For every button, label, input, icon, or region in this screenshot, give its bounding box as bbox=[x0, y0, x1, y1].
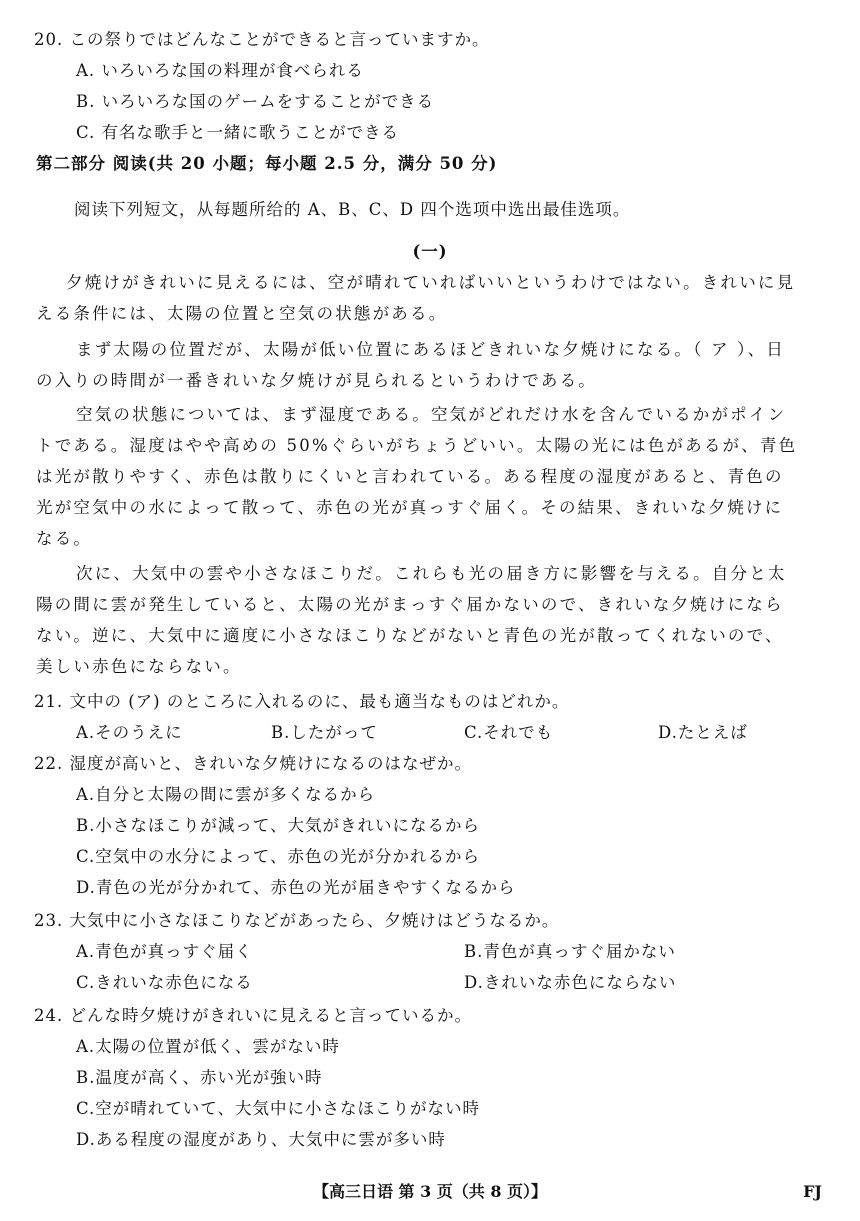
exam-code: FJ bbox=[803, 1182, 822, 1201]
passage-line: トである。湿度はやや高めの 50%ぐらいがちょうどいい。太陽の光には色があるが、青色 bbox=[36, 436, 798, 455]
q23-stem: 23. 大気中に小さなほこりなどがあったら、夕焼けはどうなるか。 bbox=[34, 911, 560, 930]
passage-line: 光が空気中の水によって散って、赤色の光が真っすぐ届く。その結果、きれいな夕焼けに bbox=[36, 498, 784, 517]
q24-option-d: D.ある程度の湿度があり、大気中に雲が多い時 bbox=[76, 1130, 446, 1149]
page-number-footer: 【高三日语 第 3 页（共 8 页）】 bbox=[312, 1182, 548, 1201]
q20-stem: 20. この祭りではどんなことができると言っていますか。 bbox=[34, 30, 490, 49]
q23-option-b: B.青色が真っすぐ届かない bbox=[464, 942, 676, 961]
passage-line: は光が散りやすく、赤色は散りにくいと言われている。ある程度の湿度があると、青色の bbox=[36, 467, 784, 486]
q23-option-c: C.きれいな赤色になる bbox=[76, 973, 253, 992]
q22-stem: 22. 湿度が高いと、きれいな夕焼けになるのはなぜか。 bbox=[34, 754, 472, 773]
q22-option-b: B.小さなほこりが減って、大気がきれいになるから bbox=[76, 816, 481, 835]
passage-title: (一) bbox=[412, 242, 448, 261]
q21-option-a: A.そのうえに bbox=[76, 723, 183, 742]
q23-options-row2 bbox=[76, 967, 826, 998]
q23-option-d: D.きれいな赤色にならない bbox=[464, 973, 677, 992]
passage-line: 夕焼けがきれいに見えるには、空が晴れていればいいというわけではない。きれいに見 bbox=[66, 273, 796, 292]
q22-option-a: A.自分と太陽の間に雲が多くなるから bbox=[76, 785, 376, 804]
passage-line: の入りの時間が一番きれいな夕焼けが見られるというわけである。 bbox=[36, 371, 597, 390]
q21-options bbox=[76, 717, 826, 748]
q22-option-d: D.青色の光が分かれて、赤色の光が届きやすくなるから bbox=[76, 878, 516, 897]
passage-line: 美しい赤色にならない。 bbox=[36, 657, 242, 676]
q24-option-b: B.温度が高く、赤い光が強い時 bbox=[76, 1068, 323, 1087]
q20-option-a: A. いろいろな国の料理が食べられる bbox=[76, 61, 364, 80]
passage-line: 陽の間に雲が発生していると、太陽の光がまっすぐ届かないので、きれいな夕焼けになら bbox=[36, 595, 784, 614]
q24-option-c: C.空が晴れていて、大気中に小さなほこりがない時 bbox=[76, 1099, 480, 1118]
q21-option-b: B.したがって bbox=[271, 723, 378, 742]
section-title: 第二部分 阅读(共 20 小题；每小题 2.5 分，满分 50 分) bbox=[36, 154, 498, 173]
q24-option-a: A.太陽の位置が低く、雲がない時 bbox=[76, 1037, 340, 1056]
passage-line: ない。逆に、大気中に適度に小さなほこりなどがないと青色の光が散ってくれないので、 bbox=[36, 626, 784, 645]
passage-line: なる。 bbox=[36, 529, 93, 548]
q21-stem: 21. 文中の (ア) のところに入れるのに、最も適当なものはどれか。 bbox=[34, 692, 570, 711]
passage-line: える条件には、太陽の位置と空気の状態がある。 bbox=[36, 304, 448, 323]
q21-option-c: C.それでも bbox=[464, 723, 554, 742]
q21-option-d: D.たとえば bbox=[658, 723, 748, 742]
q20-option-b: B. いろいろな国のゲームをすることができる bbox=[76, 92, 435, 111]
q24-stem: 24. どんな時夕焼けがきれいに見えると言っているか。 bbox=[34, 1006, 472, 1025]
passage-line: 次に、大気中の雲や小さなほこりだ。これらも光の届き方に影響を与える。自分と太 bbox=[76, 564, 787, 583]
instructions: 阅读下列短文，从每题所给的 A、B、C、D 四个选项中选出最佳选项。 bbox=[74, 200, 631, 219]
q22-option-c: C.空気中の水分によって、赤色の光が分かれるから bbox=[76, 847, 480, 866]
q23-options-row1 bbox=[76, 936, 826, 967]
passage-line: まず太陽の位置だが、太陽が低い位置にあるほどきれいな夕焼けになる。（ ア ）、日 bbox=[76, 340, 785, 359]
passage-line: 空気の状態については、まず湿度である。空気がどれだけ水を含んでいるかがポイン bbox=[76, 405, 787, 424]
q20-option-c: C. 有名な歌手と一緒に歌うことができる bbox=[76, 123, 400, 142]
q23-option-a: A.青色が真っすぐ届く bbox=[76, 942, 253, 961]
